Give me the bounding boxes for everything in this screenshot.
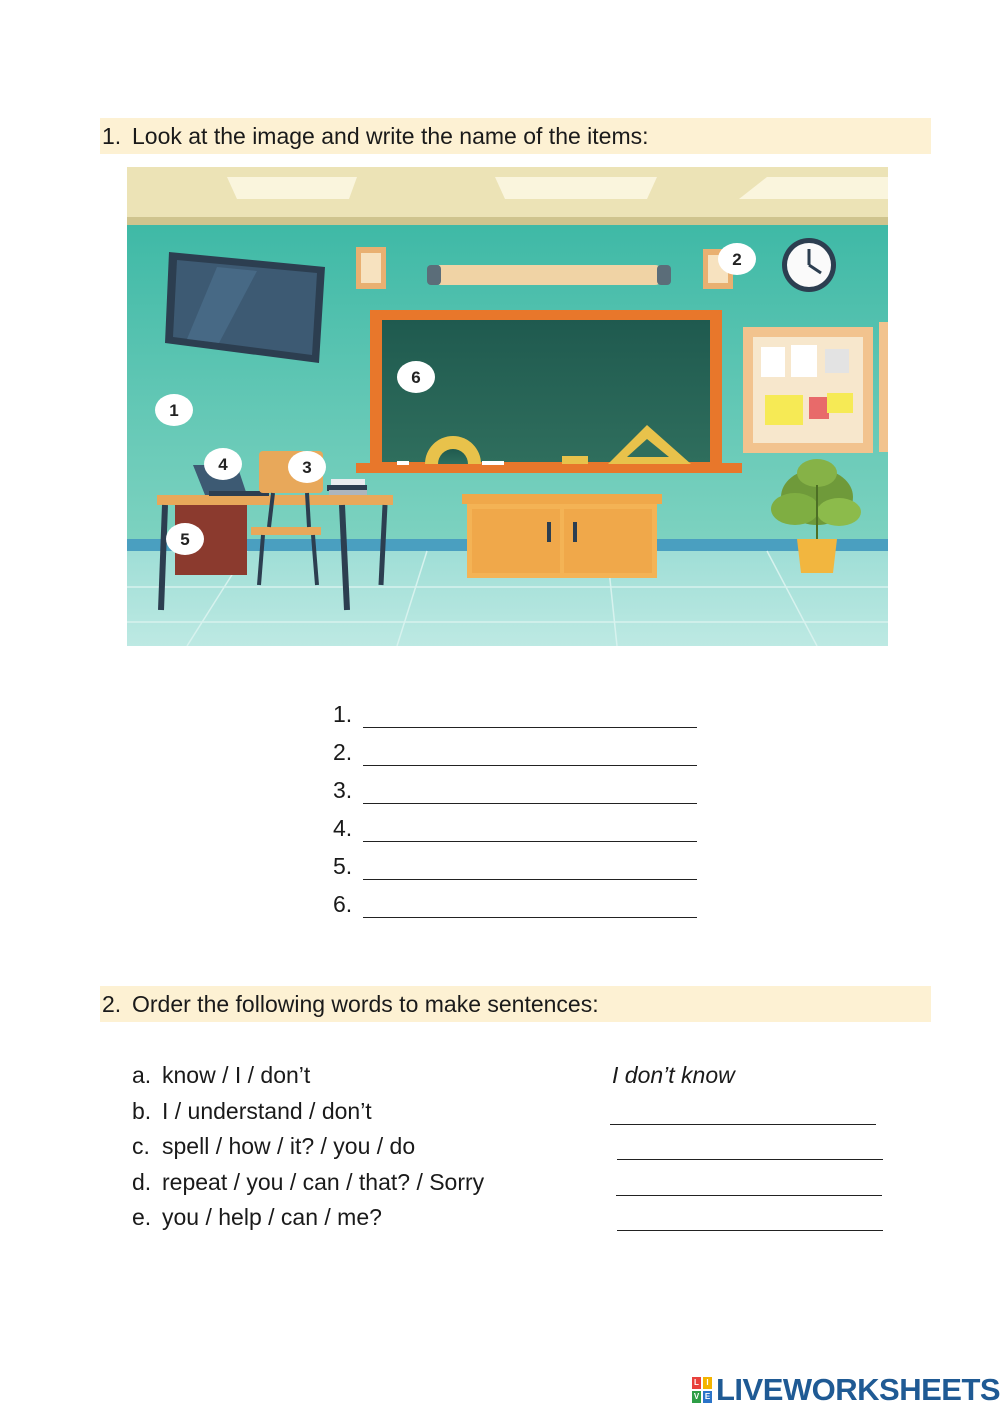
scrambled-words: repeat / you / can / that? / Sorry — [162, 1168, 485, 1195]
scrambled-words: I / understand / don’t — [162, 1097, 372, 1124]
sentence-answer-blank[interactable] — [610, 1098, 876, 1125]
answer-number: 1. — [333, 701, 353, 727]
answer-number: 6. — [333, 891, 353, 917]
sentence-letter: d. — [132, 1168, 152, 1195]
marker-6 — [397, 361, 435, 393]
question-1-number: 1. — [102, 123, 122, 149]
answer-blank[interactable] — [363, 815, 697, 842]
svg-text:3: 3 — [302, 458, 312, 477]
answer-row — [333, 697, 713, 735]
question-1-header — [100, 118, 931, 154]
answer-blank[interactable] — [363, 777, 697, 804]
sentence-answer-blank[interactable] — [616, 1169, 882, 1196]
answer-row — [333, 735, 713, 773]
question-1-prompt: Look at the image and write the name of the items: — [132, 123, 649, 149]
svg-text:5: 5 — [180, 530, 190, 549]
scrambled-words: know / I / don’t — [162, 1062, 311, 1088]
marker-5 — [166, 523, 204, 555]
answer-number: 4. — [333, 815, 353, 841]
question-2-header — [100, 986, 931, 1022]
question-2-number: 2. — [102, 991, 122, 1017]
answer-blank[interactable] — [363, 853, 697, 880]
sentence-letter: a. — [132, 1062, 152, 1088]
answer-row — [333, 849, 713, 887]
question-2-prompt: Order the following words to make sentences: — [132, 991, 599, 1017]
sentence-letter: b. — [132, 1097, 152, 1124]
sentence-row — [132, 1200, 932, 1236]
sentence-answer-blank[interactable] — [617, 1133, 883, 1160]
sentence-row — [132, 1129, 932, 1165]
svg-text:2: 2 — [732, 250, 742, 269]
answer-number: 3. — [333, 777, 353, 803]
answer-blank[interactable] — [363, 701, 697, 728]
example-answer: I don’t know — [612, 1062, 735, 1088]
sentence-row — [132, 1058, 932, 1094]
scrambled-words: spell / how / it? / you / do — [162, 1133, 416, 1159]
sentence-letter: e. — [132, 1204, 152, 1230]
marker-1 — [155, 394, 193, 426]
svg-text:4: 4 — [218, 455, 228, 474]
sentence-list — [132, 1058, 932, 1236]
answer-blank[interactable] — [363, 739, 697, 766]
svg-text:1: 1 — [169, 401, 179, 420]
scrambled-words: you / help / can / me? — [162, 1204, 382, 1230]
sentence-letter: c. — [132, 1133, 150, 1159]
liveworksheets-brand[interactable] — [692, 1372, 1000, 1408]
sentence-row — [132, 1094, 932, 1130]
item-answer-list — [333, 697, 713, 925]
answer-row — [333, 773, 713, 811]
brand-name: LIVEWORKSHEETS — [716, 1372, 1000, 1407]
sentence-row — [132, 1165, 932, 1201]
marker-2 — [718, 243, 756, 275]
answer-row — [333, 887, 713, 925]
classroom-illustration — [127, 167, 888, 646]
answer-number: 2. — [333, 739, 353, 765]
answer-blank[interactable] — [363, 891, 697, 918]
answer-row — [333, 811, 713, 849]
marker-3 — [288, 451, 326, 483]
sentence-answer-blank[interactable] — [617, 1204, 883, 1231]
liveworksheets-logo-icon: L I V E — [693, 1378, 711, 1401]
answer-number: 5. — [333, 853, 353, 879]
marker-4 — [204, 448, 242, 480]
svg-text:6: 6 — [411, 368, 421, 387]
